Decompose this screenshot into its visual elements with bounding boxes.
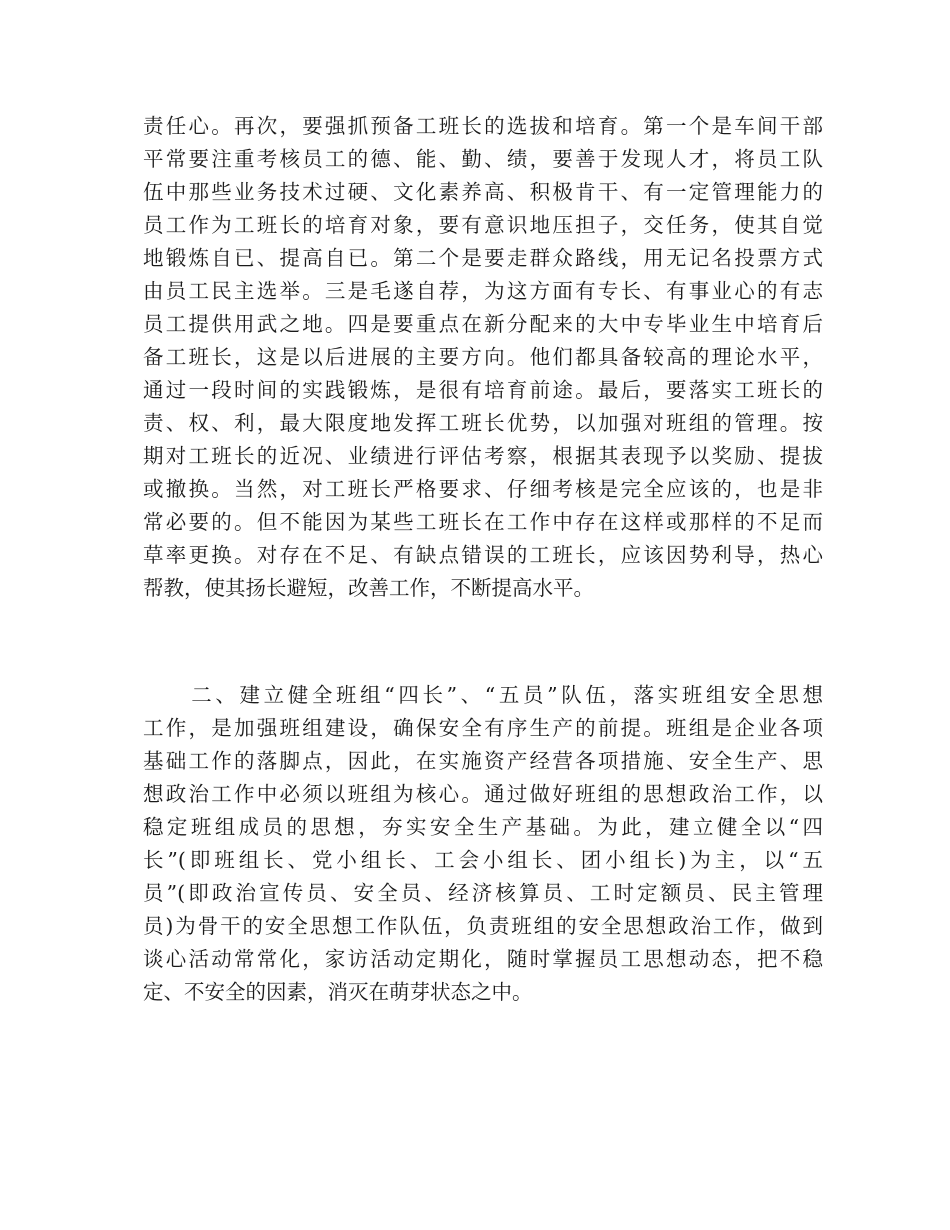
- text-line: 备工班长，这是以后进展的主要方向。他们都具备较高的理论水平，: [143, 345, 823, 369]
- text-line: 谈心活动常常化，家访活动定期化，随时掌握员工思想动态，把不稳: [143, 947, 823, 971]
- paragraph-2: [143, 679, 823, 1009]
- text-line: 平常要注重考核员工的德、能、勤、绩，要善于发现人才，将员工队: [143, 147, 823, 171]
- text-line: 伍中那些业务技术过硬、文化素养高、积极肯干、有一定管理能力的: [143, 180, 823, 204]
- text-line: 责任心。再次，要强抓预备工班长的选拔和培育。第一个是车间干部: [143, 114, 823, 138]
- text-line: 员工作为工班长的培育对象，要有意识地压担子，交任务，使其自觉: [143, 213, 823, 237]
- text-line: 员”(即政治宣传员、安全员、经济核算员、工时定额员、民主管理: [143, 881, 823, 905]
- text-line: 稳定班组成员的思想，夯实安全生产基础。为此，建立健全以“四: [143, 815, 823, 839]
- text-line: 员工提供用武之地。四是要重点在新分配来的大中专毕业生中培育后: [143, 312, 823, 336]
- text-line: 由员工民主选举。三是毛遂自荐，为这方面有专长、有事业心的有志: [143, 279, 823, 303]
- text-line: 员)为骨干的安全思想工作队伍，负责班组的安全思想政治工作，做到: [143, 914, 823, 938]
- text-line: 地锻炼自已、提高自已。第二个是要走群众路线，用无记名投票方式: [143, 246, 823, 270]
- text-line: 基础工作的落脚点，因此，在实施资产经营各项措施、安全生产、思: [143, 749, 823, 773]
- text-line: 想政治工作中必须以班组为核心。通过做好班组的思想政治工作，以: [143, 782, 823, 806]
- text-line: 责、权、利，最大限度地发挥工班长优势，以加强对班组的管理。按: [143, 411, 823, 435]
- text-line: 二、建立健全班组“四长”、“五员”队伍，落实班组安全思想: [143, 683, 823, 707]
- paragraph-1: [143, 110, 823, 605]
- text-line: 草率更换。对存在不足、有缺点错误的工班长，应该因势利导，热心: [143, 543, 823, 567]
- text-line: 或撤换。当然，对工班长严格要求、仔细考核是完全应该的，也是非: [143, 477, 823, 501]
- text-line: 长”(即班组长、党小组长、工会小组长、团小组长)为主，以“五: [143, 848, 823, 872]
- text-line: 通过一段时间的实践锻炼，是很有培育前途。最后，要落实工班长的: [143, 378, 823, 402]
- text-line: 常必要的。但不能因为某些工班长在工作中存在这样或那样的不足而: [143, 510, 823, 534]
- text-line: 帮教，使其扬长避短，改善工作，不断提高水平。: [143, 576, 594, 600]
- text-line: 工作，是加强班组建设，确保安全有序生产的前提。班组是企业各项: [143, 716, 823, 740]
- text-line: 定、不安全的因素，消灭在萌芽状态之中。: [143, 980, 533, 1004]
- text-line: 期对工班长的近况、业绩进行评估考察，根据其表现予以奖励、提拔: [143, 444, 823, 468]
